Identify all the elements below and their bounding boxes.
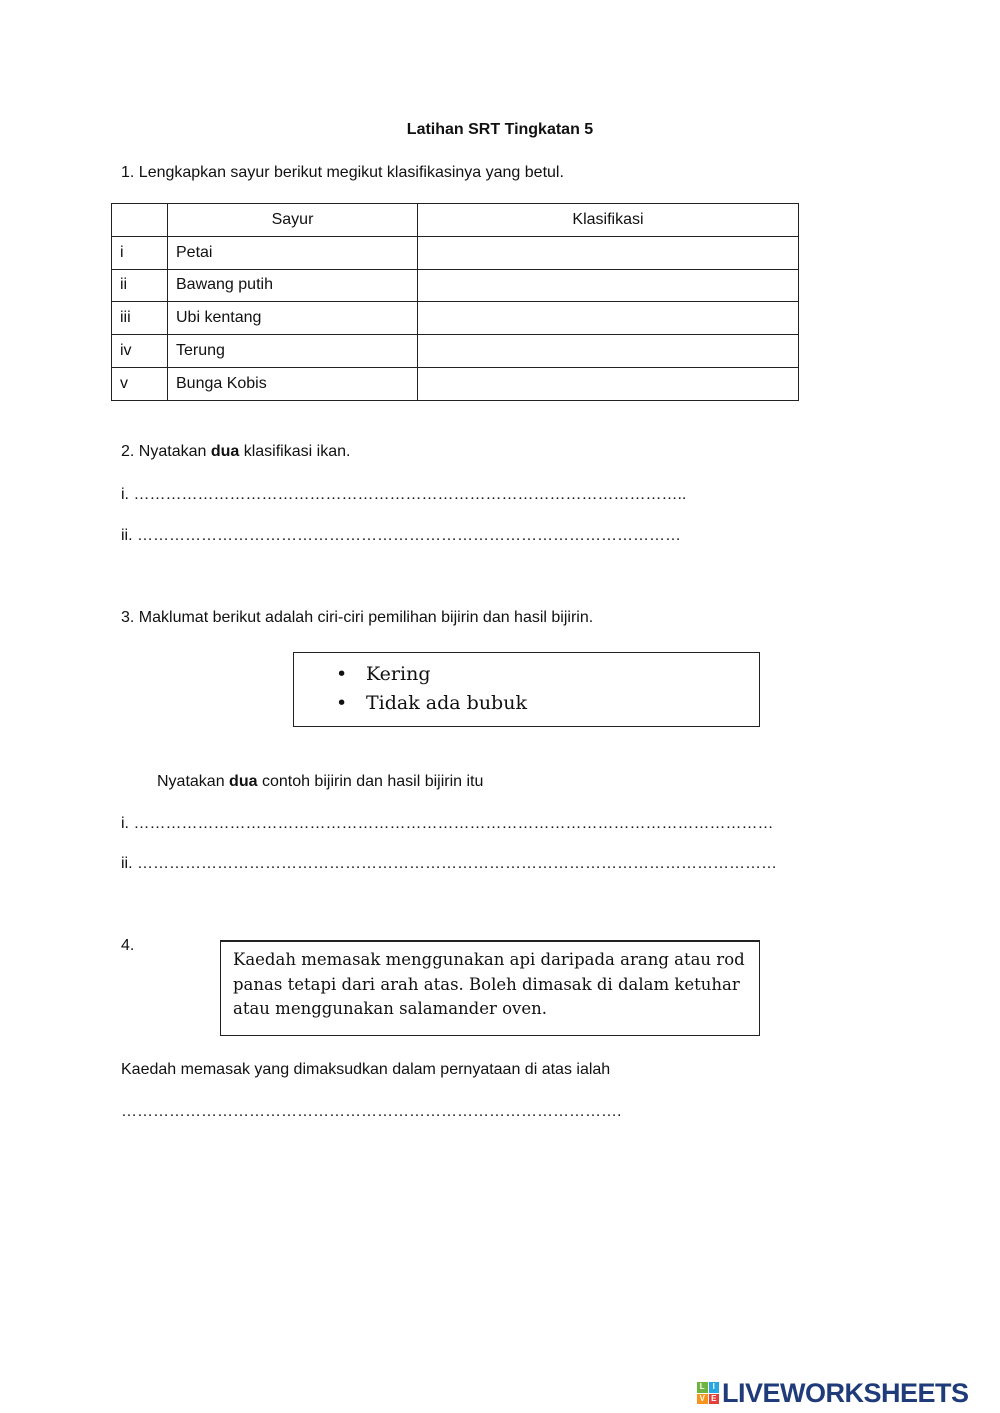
- q3-subprompt-bold: dua: [229, 773, 258, 790]
- page-title: Latihan SRT Tingkatan 5: [406, 121, 594, 138]
- q4-number: 4.: [121, 937, 135, 954]
- table-row: [112, 236, 799, 269]
- row-number: i: [112, 236, 168, 269]
- q2-prompt-start: 2. Nyatakan: [121, 443, 211, 460]
- header-klasifikasi: Klasifikasi: [418, 204, 799, 237]
- row-vegetable: Bawang putih: [168, 269, 418, 302]
- logo-icon-letter: E: [709, 1394, 720, 1405]
- q2-answer-line-2[interactable]: ii. …………………………………………………………………………………………: [121, 527, 681, 544]
- q3-subprompt: [157, 773, 483, 791]
- table-row: [112, 335, 799, 368]
- q3-answer-line-1[interactable]: i. …………………………………………………………………………………………………………: [121, 815, 774, 832]
- logo-text: LIVEWORKSHEETS: [722, 1377, 969, 1408]
- q3-answer-line-2[interactable]: ii. …………………………………………………………………………………………………………: [121, 855, 777, 872]
- row-classification-answer[interactable]: [418, 302, 799, 335]
- q1-prompt: 1. Lengkapkan sayur berikut megikut klasifikasinya yang betul.: [121, 164, 564, 181]
- q4-question: Kaedah memasak yang dimaksudkan dalam pernyataan di atas ialah: [121, 1061, 611, 1078]
- q4-answer-line[interactable]: ………………………………………………………………………………….: [121, 1103, 622, 1120]
- q2-answer-line-1[interactable]: i. …………………………………………………………………………………………..: [121, 486, 687, 503]
- row-vegetable: Terung: [168, 335, 418, 368]
- q2-prompt-end: klasifikasi ikan.: [239, 443, 351, 460]
- logo-icon-letter: L: [697, 1382, 708, 1393]
- row-classification-answer[interactable]: [418, 236, 799, 269]
- row-vegetable: Petai: [168, 236, 418, 269]
- row-number: v: [112, 367, 168, 400]
- row-vegetable: Bunga Kobis: [168, 367, 418, 400]
- list-item: • Kering: [366, 660, 759, 689]
- logo-icon-letter: I: [709, 1382, 720, 1393]
- row-classification-answer[interactable]: [418, 269, 799, 302]
- row-classification-answer[interactable]: [418, 335, 799, 368]
- table-header-row: [112, 204, 799, 237]
- row-number: iv: [112, 335, 168, 368]
- table-row: [112, 367, 799, 400]
- q2-prompt-bold: dua: [210, 443, 240, 460]
- table-row: [112, 302, 799, 335]
- table-row: [112, 269, 799, 302]
- row-vegetable: Ubi kentang: [168, 302, 418, 335]
- vegetable-classification-table: [111, 203, 799, 401]
- q3-prompt: 3. Maklumat berikut adalah ciri-ciri pemilihan bijirin dan hasil bijirin.: [121, 609, 594, 626]
- row-classification-answer[interactable]: [418, 367, 799, 400]
- q3-subprompt-start: Nyatakan: [157, 773, 230, 790]
- row-number: iii: [112, 302, 168, 335]
- grain-criteria-list: [294, 660, 759, 718]
- header-number: [112, 204, 168, 237]
- list-item: • Tidak ada bubuk: [366, 689, 759, 718]
- header-sayur: Sayur: [168, 204, 418, 237]
- cooking-method-box: Kaedah memasak menggunakan api daripada arang atau rod panas tetapi dari arah atas. Boleh dimasak di dalam ketuhar atau menggunakan salamander oven.: [220, 940, 760, 1036]
- q2-prompt: [121, 443, 350, 461]
- liveworksheets-logo: [697, 1378, 969, 1408]
- q3-subprompt-end: contoh bijirin dan hasil bijirin itu: [257, 773, 484, 790]
- row-number: ii: [112, 269, 168, 302]
- liveworksheets-logo-icon: [697, 1382, 719, 1404]
- grain-criteria-box: [293, 652, 760, 727]
- logo-icon-letter: V: [697, 1394, 708, 1405]
